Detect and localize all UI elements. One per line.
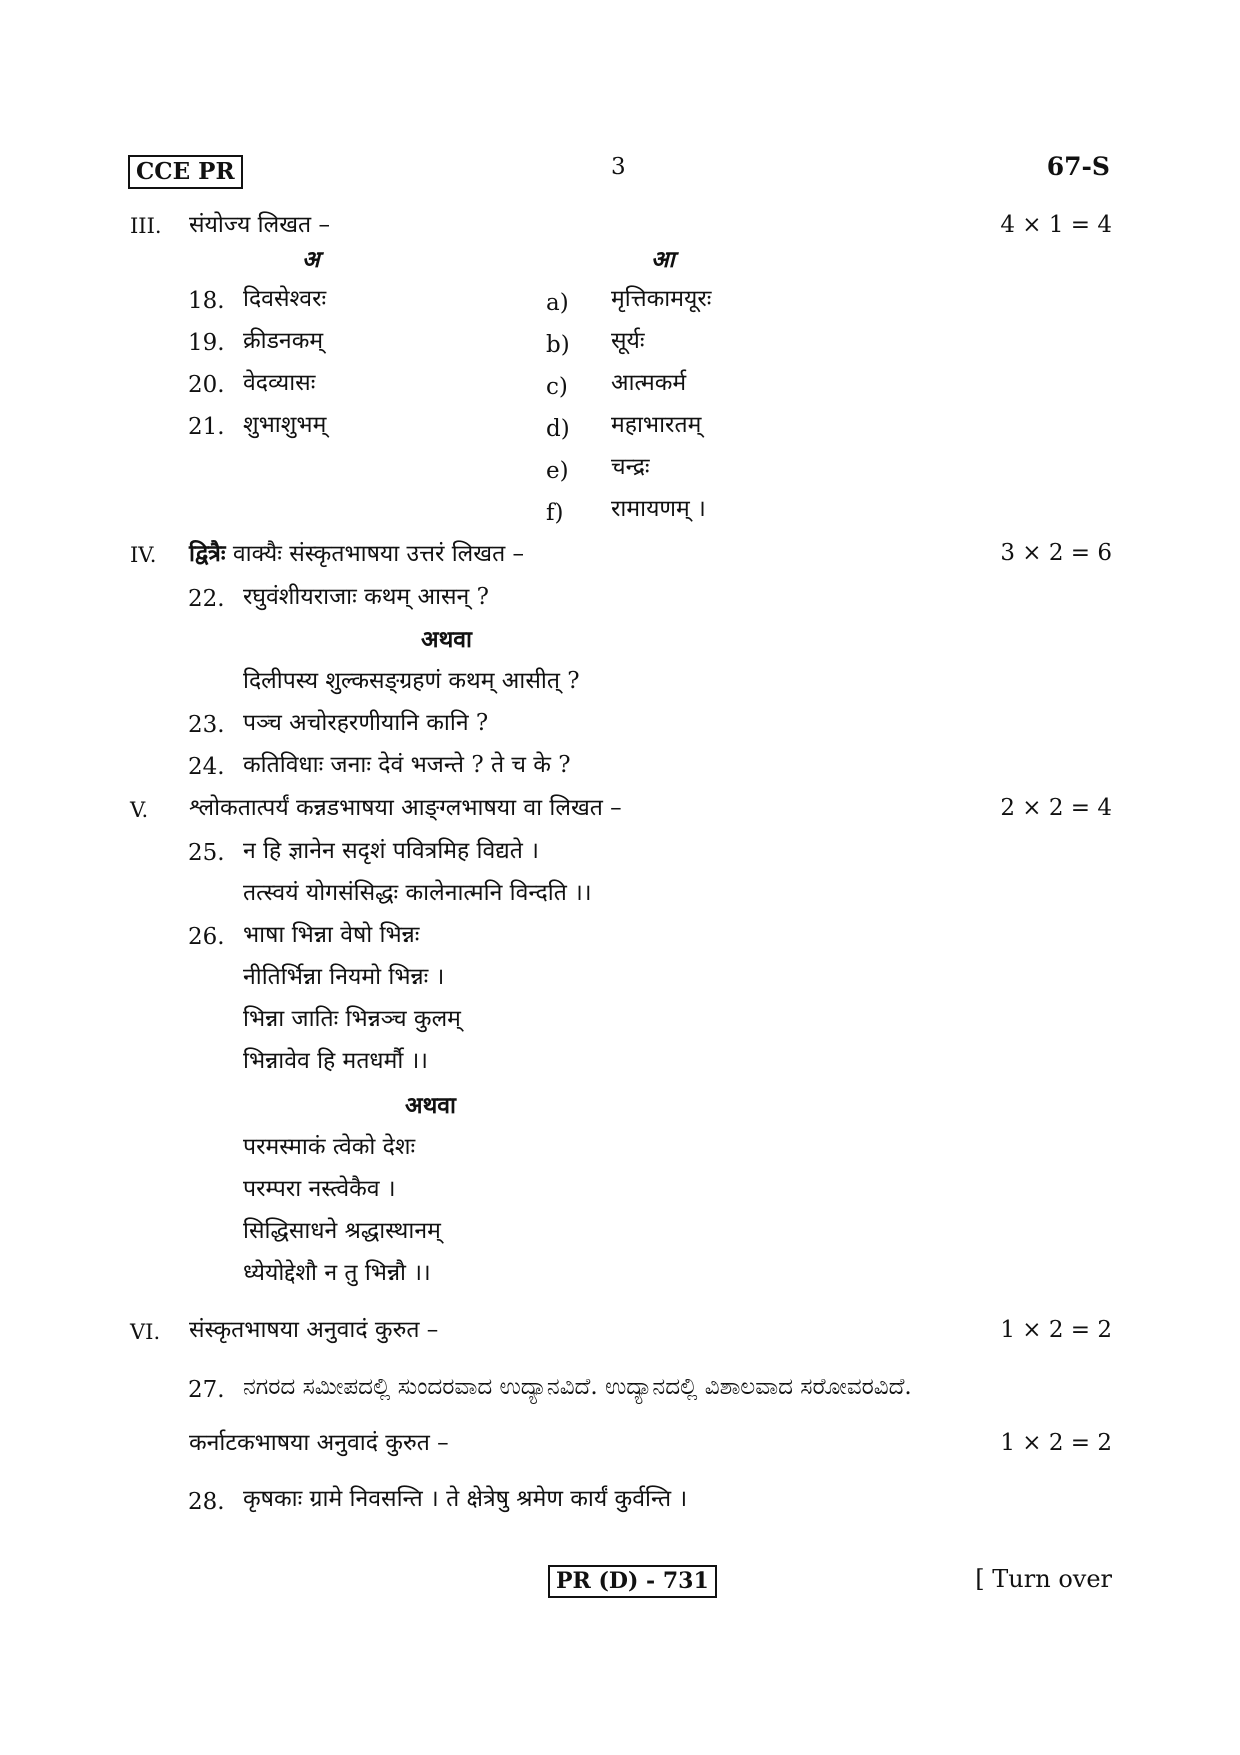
shloka-line: न हि ज्ञानेन सदृशं पवित्रमिह विद्यते । bbox=[243, 838, 539, 864]
match-left-item: वेदव्यासः bbox=[243, 370, 316, 396]
shloka-line: परम्परा नस्त्वेकैव । bbox=[243, 1176, 396, 1202]
item-number: 20. bbox=[188, 372, 225, 398]
option-letter: e) bbox=[546, 458, 569, 484]
section-6-instruction: संस्कृतभाषया अनुवादं कुरुत – bbox=[189, 1317, 439, 1343]
shloka-line: नीतिर्भिन्ना नियमो भिन्नः । bbox=[243, 964, 445, 990]
section-3-marks: 4 × 1 = 4 bbox=[1000, 212, 1112, 238]
match-left-item: क्रीडनकम् bbox=[243, 328, 324, 354]
turn-over-label: [ Turn over bbox=[975, 1565, 1112, 1593]
section-numeral-3: III. bbox=[130, 214, 162, 238]
question-number: 23. bbox=[188, 712, 225, 738]
shloka-line: परमस्माकं त्वेको देशः bbox=[243, 1134, 416, 1160]
kannada-question-text: ನಗರದ ಸಮೀಪದಲ್ಲಿ ಸುಂದರವಾದ ಉದ್ಯಾನವಿದೆ. ಉದ್ಯಾನದಲ್ಲಿ ವಿಶಾಲವಾದ ಸರೋವರವಿದೆ. bbox=[243, 1374, 912, 1400]
athava-label: अथवा bbox=[405, 1092, 457, 1119]
section-3-instruction: संयोज्य लिखत – bbox=[189, 212, 330, 238]
match-left-item: शुभाशुभम् bbox=[243, 412, 327, 438]
match-right-item: सूर्यः bbox=[611, 328, 645, 354]
match-right-item: रामायणम् । bbox=[611, 496, 706, 522]
section-4-instruction bbox=[189, 542, 524, 566]
question-number: 26. bbox=[188, 924, 225, 950]
section-numeral-5: V. bbox=[130, 798, 149, 822]
page-number: 3 bbox=[611, 154, 626, 180]
match-right-item: महाभारतम् bbox=[611, 412, 702, 438]
item-number: 19. bbox=[188, 330, 225, 356]
option-letter: c) bbox=[546, 374, 568, 400]
section-5-instruction: श्लोकतात्पर्यं कन्नडभाषया आङ्ग्लभाषया वा लिखत – bbox=[189, 795, 622, 821]
option-letter: a) bbox=[546, 290, 569, 316]
shloka-line: तत्स्वयं योगसंसिद्धः कालेनात्मनि विन्दति ।। bbox=[243, 880, 592, 906]
instruction-text: वाक्यैः संस्कृतभाषया उत्तरं लिखत – bbox=[225, 541, 524, 567]
paper-code: 67-S bbox=[1046, 152, 1110, 181]
question-text: कतिविधाः जनाः देवं भजन्ते ? ते च के ? bbox=[243, 752, 571, 778]
question-number: 22. bbox=[188, 586, 225, 612]
question-number: 24. bbox=[188, 754, 225, 780]
column-a-heading: अ bbox=[302, 246, 320, 273]
athava-label: अथवा bbox=[421, 626, 473, 653]
footer-code-box: PR (D) - 731 bbox=[548, 1565, 717, 1598]
shloka-line: भाषा भिन्ना वेषो भिन्नः bbox=[243, 922, 420, 948]
option-letter: b) bbox=[546, 332, 570, 358]
instruction-bold-word: द्वित्रैः bbox=[189, 540, 226, 567]
section-6-instruction-2: कर्नाटकभाषया अनुवादं कुरुत – bbox=[189, 1430, 449, 1456]
match-right-item: चन्द्रः bbox=[611, 454, 650, 480]
option-letter: f) bbox=[546, 500, 564, 526]
question-text: रघुवंशीयराजाः कथम् आसन् ? bbox=[243, 584, 489, 610]
question-text: पञ्च अचोरहरणीयानि कानि ? bbox=[243, 710, 489, 736]
shloka-line: भिन्नावेव हि मतधर्मौ ।। bbox=[243, 1048, 429, 1074]
question-number: 28. bbox=[188, 1489, 225, 1515]
option-letter: d) bbox=[546, 416, 570, 442]
column-b-heading: आ bbox=[651, 246, 675, 273]
match-right-item: मृत्तिकामयूरः bbox=[611, 286, 712, 312]
item-number: 18. bbox=[188, 288, 225, 314]
section-5-marks: 2 × 2 = 4 bbox=[1000, 795, 1112, 821]
section-4-marks: 3 × 2 = 6 bbox=[1000, 540, 1112, 566]
section-numeral-6: VI. bbox=[130, 1320, 161, 1344]
match-left-item: दिवसेश्वरः bbox=[243, 286, 327, 312]
match-right-item: आत्मकर्म bbox=[611, 370, 687, 396]
question-number: 27. bbox=[188, 1377, 225, 1403]
shloka-line: सिद्धिसाधने श्रद्धास्थानम् bbox=[243, 1218, 441, 1244]
section-numeral-4: IV. bbox=[130, 543, 157, 567]
question-text: कृषकाः ग्रामे निवसन्ति । ते क्षेत्रेषु श्रमेण कार्यं कुर्वन्ति । bbox=[243, 1486, 688, 1512]
shloka-line: ध्येयोद्देशौ न तु भिन्नौ ।। bbox=[243, 1260, 431, 1286]
shloka-line: भिन्ना जातिः भिन्नञ्च कुलम् bbox=[243, 1006, 461, 1032]
item-number: 21. bbox=[188, 414, 225, 440]
section-6-marks-2: 1 × 2 = 2 bbox=[1000, 1430, 1112, 1456]
question-number: 25. bbox=[188, 840, 225, 866]
question-alternative-text: दिलीपस्य शुल्कसङ्ग्रहणं कथम् आसीत् ? bbox=[243, 668, 580, 694]
section-6-marks: 1 × 2 = 2 bbox=[1000, 1317, 1112, 1343]
header-exam-box: CCE PR bbox=[128, 155, 243, 189]
